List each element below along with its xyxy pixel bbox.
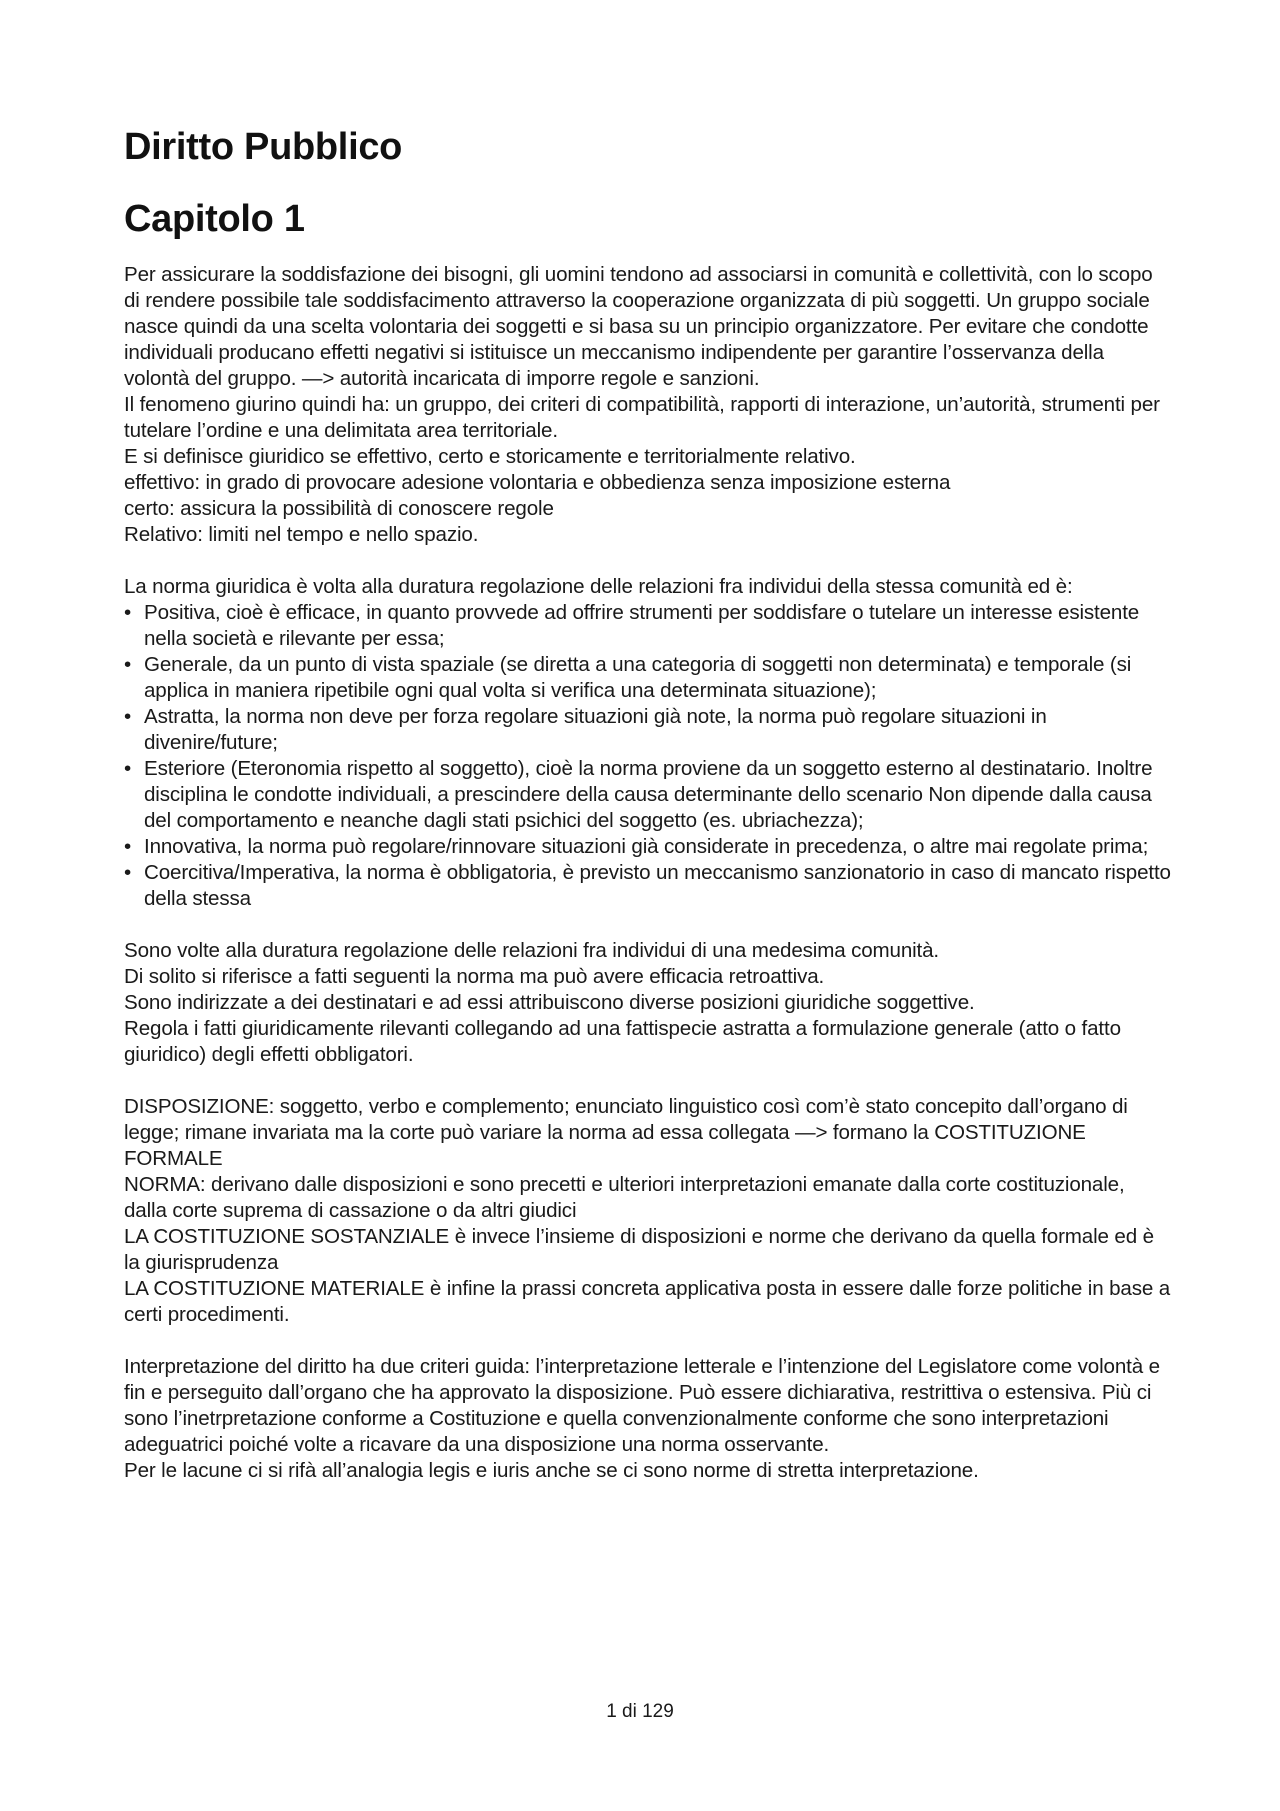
- intro-section: [124, 262, 1172, 548]
- paragraph: Relativo: limiti nel tempo e nello spazio.: [124, 523, 479, 546]
- interpretazione-section: [124, 1354, 1172, 1484]
- chapter-heading: Capitolo 1: [124, 198, 305, 240]
- paragraph: Sono volte alla duratura regolazione delle relazioni fra individui di una medesima comunità.: [124, 939, 940, 962]
- paragraph: Interpretazione del diritto ha due criteri guida: l’interpretazione letterale e l’intenzione del Legislatore come volontà e fin e perseguito dall’organo che ha approvato la disposizione. Può essere dichiarativa, restrittiva o estensiva. Più ci sono l’inetrpretazione conforme a Costituzione e quella convenzionalmente conforme che sono interpretazioni adeguatrici poiché volte a ricavare da una disposizione una norma osservante.: [124, 1355, 1160, 1456]
- paragraph-spacer: [124, 912, 1172, 938]
- list-item: • Generale, da un punto di vista spaziale (se diretta a una categoria di soggetti non determinata) e temporale (si applica in maniera ripetibile ogni qual volta si verifica una determinata situazione);: [124, 652, 1172, 704]
- list-item: • Positiva, cioè è efficace, in quanto provvede ad offrire strumenti per soddisfare o tutelare un interesse esistente nella società e rilevante per essa;: [124, 600, 1172, 652]
- paragraph: certo: assicura la possibilità di conoscere regole: [124, 497, 554, 520]
- paragraph-spacer: [124, 1328, 1172, 1354]
- paragraph: Per assicurare la soddisfazione dei bisogni, gli uomini tendono ad associarsi in comunità e collettività, con lo scopo di rendere possibile tale soddisfacimento attraverso la cooperazione organizzata di più soggetti. Un gruppo sociale nasce quindi da una scelta volontaria dei soggetti e si basa su un principio organizzatore. Per evitare che condotte individuali producano effetti negativi si istituisce un meccanismo indipendente per garantire l’osservanza della volontà del gruppo. —> autorità incaricata di imporre regole e sanzioni.: [124, 263, 1153, 390]
- document-title: Diritto Pubblico: [124, 126, 403, 168]
- paragraph: Per le lacune ci si rifà all’analogia legis e iuris anche se ci sono norme di stretta interpretazione.: [124, 1459, 979, 1482]
- paragraph: LA COSTITUZIONE SOSTANZIALE è invece l’insieme di disposizioni e norme che derivano da quella formale ed è la giurisprudenza: [124, 1225, 1154, 1274]
- disposizione-section: [124, 1094, 1172, 1328]
- paragraph: LA COSTITUZIONE MATERIALE è infine la prassi concreta applicativa posta in essere dalle forze politiche in base a certi procedimenti.: [124, 1277, 1171, 1326]
- norma-characteristics-list: [124, 600, 1172, 912]
- paragraph-spacer: [124, 1068, 1172, 1094]
- paragraph: La norma giuridica è volta alla duratura regolazione delle relazioni fra individui della stessa comunità ed è:: [124, 575, 1073, 598]
- norma-section: [124, 574, 1172, 912]
- paragraph: NORMA: derivano dalle disposizioni e sono precetti e ulteriori interpretazioni emanate dalla corte costituzionale, dalla corte suprema di cassazione o da altri giudici: [124, 1173, 1125, 1222]
- list-item: • Coercitiva/Imperativa, la norma è obbligatoria, è previsto un meccanismo sanzionatorio in caso di mancato rispetto della stessa: [124, 860, 1172, 912]
- paragraph: Regola i fatti giuridicamente rilevanti collegando ad una fattispecie astratta a formulazione generale (atto o fatto giuridico) degli effetti obbligatori.: [124, 1017, 1121, 1066]
- page-number: 1 di 129: [606, 1701, 674, 1722]
- list-item: • Innovativa, la norma può regolare/rinnovare situazioni già considerate in precedenza, o altre mai regolate prima;: [124, 834, 1172, 860]
- paragraph: Il fenomeno giurino quindi ha: un gruppo, dei criteri di compatibilità, rapporti di interazione, un’autorità, strumenti per tutelare l’ordine e una delimitata area territoriale.: [124, 393, 1160, 442]
- paragraph: effettivo: in grado di provocare adesione volontaria e obbedienza senza imposizione esterna: [124, 471, 951, 494]
- paragraph: Sono indirizzate a dei destinatari e ad essi attribuiscono diverse posizioni giuridiche soggettive.: [124, 991, 975, 1014]
- document-page: [124, 122, 1172, 1484]
- paragraph: DISPOSIZIONE: soggetto, verbo e complemento; enunciato linguistico così com’è stato concepito dall’organo di legge; rimane invariata ma la corte può variare la norma ad essa collegata —> formano la COSTITUZIONE FORMALE: [124, 1095, 1128, 1170]
- paragraph-spacer: [124, 548, 1172, 574]
- norme-section: [124, 938, 1172, 1068]
- document-body: [124, 262, 1172, 1484]
- list-item: • Astratta, la norma non deve per forza regolare situazioni già note, la norma può regolare situazioni in divenire/future;: [124, 704, 1172, 756]
- paragraph: E si definisce giuridico se effettivo, certo e storicamente e territorialmente relativo.: [124, 445, 856, 468]
- paragraph: Di solito si riferisce a fatti seguenti la norma ma può avere efficacia retroattiva.: [124, 965, 825, 988]
- list-item: • Esteriore (Eteronomia rispetto al soggetto), cioè la norma proviene da un soggetto esterno al destinatario. Inoltre disciplina le condotte individuali, a prescindere della causa determinante dello scenario Non dipende dalla causa del comportamento e neanche dagli stati psichici del soggetto (es. ubriachezza);: [124, 756, 1172, 834]
